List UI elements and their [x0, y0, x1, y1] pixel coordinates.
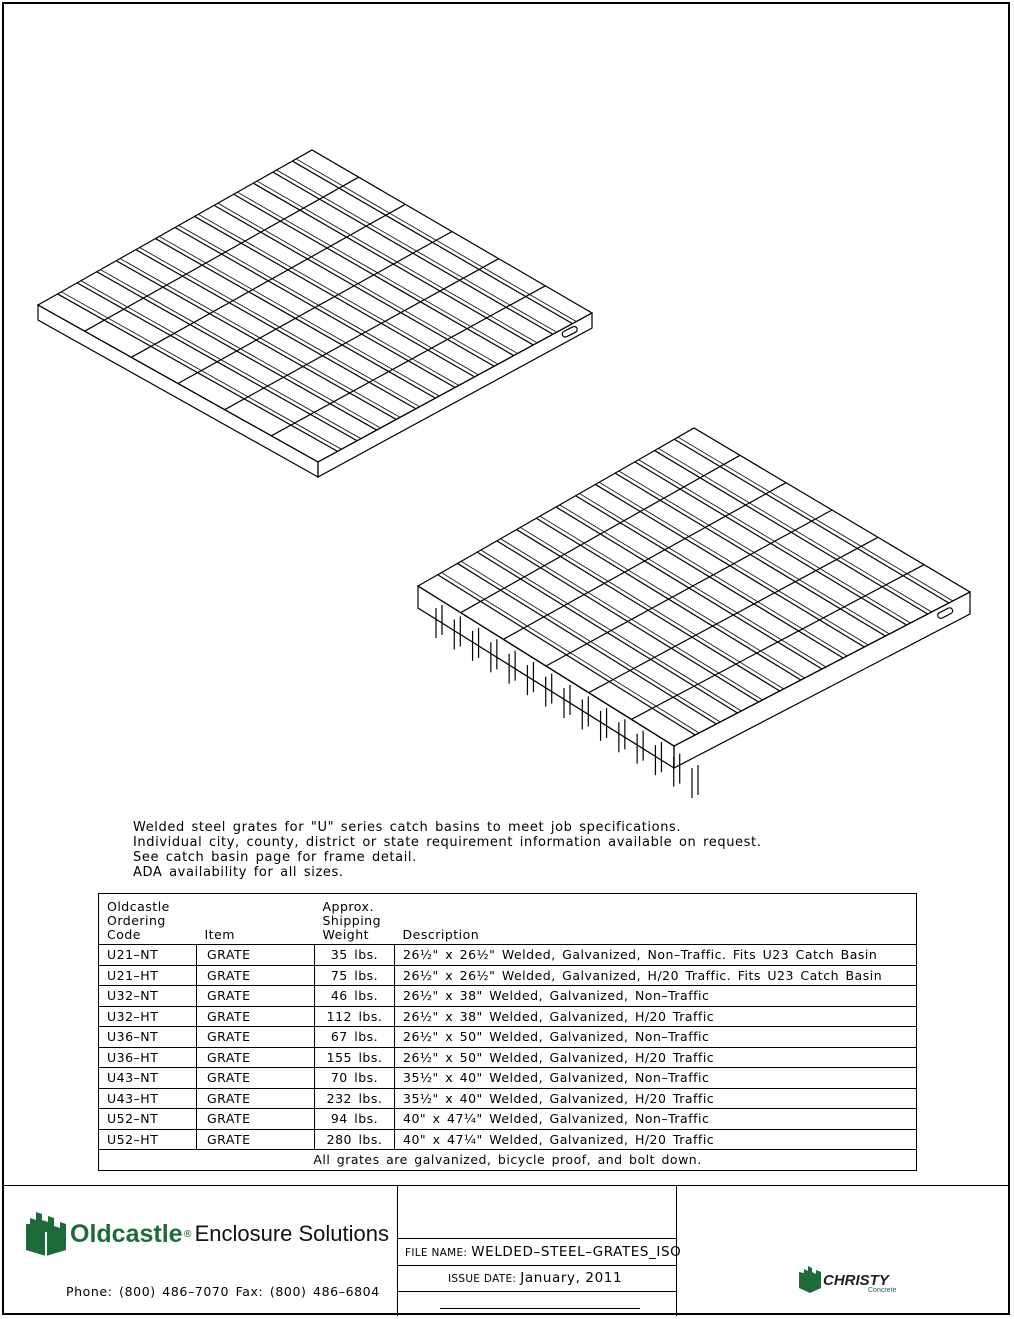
cell-description: 40" x 47¼" Welded, Galvanized, Non–Traffic — [395, 1109, 917, 1130]
cell-weight: 35 lbs. — [315, 945, 395, 966]
cell-description: 26½" x 38" Welded, Galvanized, Non–Traffic — [395, 986, 917, 1007]
note-line: See catch basin page for frame detail. — [133, 850, 417, 865]
table-row — [99, 986, 917, 1007]
grate-iso-lower — [418, 428, 970, 798]
note-line: ADA availability for all sizes. — [133, 865, 344, 880]
cell-weight: 67 lbs. — [315, 1027, 395, 1048]
table-row — [99, 1006, 917, 1027]
cell-code: U36–HT — [99, 1047, 197, 1068]
cell-code: U52–HT — [99, 1129, 197, 1150]
cell-description: 35½" x 40" Welded, Galvanized, Non–Traffic — [395, 1068, 917, 1089]
file-name-field: FILE NAME: WELDED–STEEL–GRATES_ISO — [405, 1244, 682, 1260]
oldcastle-logo: Oldcastle ® Enclosure Solutions — [22, 1210, 389, 1258]
spec-notes — [133, 820, 761, 880]
partner-sub: Concrete — [868, 1287, 897, 1294]
contact-phone: Phone: (800) 486–7070 Fax: (800) 486–6804 — [66, 1284, 380, 1299]
cell-item: GRATE — [197, 1109, 315, 1130]
issue-date-field: ISSUE DATE: January, 2011 — [448, 1270, 623, 1286]
note-line: Welded steel grates for "U" series catch basins to meet job specifications. — [133, 820, 682, 835]
cell-code: U21–NT — [99, 945, 197, 966]
cell-description: 26½" x 26½" Welded, Galvanized, H/20 Traffic. Fits U23 Catch Basin — [395, 965, 917, 986]
cell-code: U21–HT — [99, 965, 197, 986]
grate-iso-upper — [38, 150, 592, 477]
cell-item: GRATE — [197, 965, 315, 986]
grate-spec-table — [98, 893, 917, 1171]
cell-item: GRATE — [197, 1068, 315, 1089]
cell-code: U52–NT — [99, 1109, 197, 1130]
table-row — [99, 1027, 917, 1048]
header-code: Oldcastle Ordering Code — [99, 894, 197, 945]
table-row — [99, 1129, 917, 1150]
cell-description: 26½" x 50" Welded, Galvanized, H/20 Traffic — [395, 1047, 917, 1068]
table-row — [99, 945, 917, 966]
cell-description: 40" x 47¼" Welded, Galvanized, H/20 Traffic — [395, 1129, 917, 1150]
cell-weight: 112 lbs. — [315, 1006, 395, 1027]
title-block — [2, 1185, 1010, 1316]
table-header-row — [99, 894, 917, 945]
partner-brand: CHRISTY — [823, 1271, 889, 1289]
header-weight: Approx. Shipping Weight — [315, 894, 395, 945]
cell-code: U43–NT — [99, 1068, 197, 1089]
table-footer-note: All grates are galvanized, bicycle proof, and bolt down. — [99, 1150, 917, 1171]
header-description: Description — [395, 894, 917, 945]
cell-code: U32–HT — [99, 1006, 197, 1027]
header-item: Item — [197, 894, 315, 945]
cell-item: GRATE — [197, 1047, 315, 1068]
cell-item: GRATE — [197, 1006, 315, 1027]
table-row — [99, 1047, 917, 1068]
table-row — [99, 965, 917, 986]
cell-item: GRATE — [197, 1088, 315, 1109]
cell-weight: 70 lbs. — [315, 1068, 395, 1089]
cell-code: U43–HT — [99, 1088, 197, 1109]
cell-code: U32–NT — [99, 986, 197, 1007]
company-brand: Oldcastle — [70, 1219, 183, 1248]
cell-item: GRATE — [197, 1129, 315, 1150]
table-row — [99, 1088, 917, 1109]
cell-weight: 232 lbs. — [315, 1088, 395, 1109]
castle-icon — [22, 1210, 70, 1258]
cell-weight: 75 lbs. — [315, 965, 395, 986]
company-name-rest: Enclosure Solutions — [194, 1221, 390, 1246]
table-row — [99, 1109, 917, 1130]
table-footer-row — [99, 1150, 917, 1171]
cell-weight: 94 lbs. — [315, 1109, 395, 1130]
cell-weight: 280 lbs. — [315, 1129, 395, 1150]
christy-castle-icon — [797, 1266, 823, 1294]
cell-item: GRATE — [197, 986, 315, 1007]
cell-description: 26½" x 38" Welded, Galvanized, H/20 Traffic — [395, 1006, 917, 1027]
file-name-value: WELDED–STEEL–GRATES_ISO — [471, 1244, 682, 1260]
cell-weight: 155 lbs. — [315, 1047, 395, 1068]
christy-logo — [797, 1266, 897, 1294]
cell-description: 35½" x 40" Welded, Galvanized, H/20 Traffic — [395, 1088, 917, 1109]
cell-item: GRATE — [197, 1027, 315, 1048]
issue-date-value: January, 2011 — [520, 1270, 623, 1286]
signature-line — [440, 1308, 640, 1309]
cell-description: 26½" x 50" Welded, Galvanized, Non–Traffic — [395, 1027, 917, 1048]
cell-weight: 46 lbs. — [315, 986, 395, 1007]
note-line: Individual city, county, district or state requirement information available on request. — [133, 835, 762, 850]
cell-item: GRATE — [197, 945, 315, 966]
table-row — [99, 1068, 917, 1089]
cell-description: 26½" x 26½" Welded, Galvanized, Non–Traffic. Fits U23 Catch Basin — [395, 945, 917, 966]
cell-code: U36–NT — [99, 1027, 197, 1048]
